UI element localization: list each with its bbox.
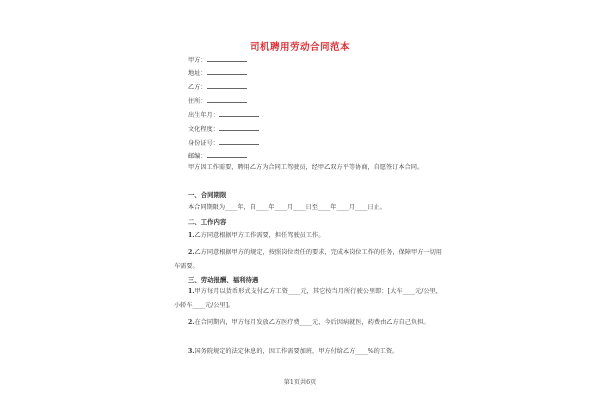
item-number: 2. — [188, 319, 195, 326]
field-label: 邮编： — [188, 153, 207, 160]
field-blank-line — [207, 82, 247, 89]
field-label: 身份证号： — [188, 140, 219, 147]
field-label: 乙方： — [188, 84, 207, 91]
field-label: 文化程度： — [188, 126, 219, 133]
document-title: 司机聘用劳动合同范本 — [249, 42, 350, 53]
item-text: 乙方同意根据甲方的规定，按照岗位责任的要求，完成本岗位工作的任务，保障甲方一切用车需要。 — [174, 249, 442, 270]
item-number: 3. — [188, 348, 195, 355]
field-label: 出生年月： — [188, 112, 219, 119]
section-heading-work: 二、工作内容 — [188, 218, 227, 226]
section-heading-pay: 三、劳动报酬、福利待遇 — [188, 276, 259, 284]
field-label: 地址： — [188, 70, 207, 77]
item-number: 1. — [188, 232, 195, 239]
field-blank-line — [207, 55, 247, 62]
item-text: 乙方同意根据甲方工作需要，担任驾驶员工作。 — [194, 232, 325, 239]
page-footer: 第1页共6页 — [283, 379, 317, 386]
item-number: 1. — [188, 288, 195, 295]
item-number: 2. — [188, 249, 195, 256]
id-number-field — [188, 138, 259, 148]
field-blank-line — [207, 96, 247, 103]
field-label: 甲方： — [188, 57, 207, 64]
item-text: 国务院规定的法定休息的，因工作需要加班，甲方付给乙方____%的工资。 — [194, 348, 399, 355]
address-field — [188, 68, 247, 78]
party-b-field — [188, 82, 247, 92]
education-field — [188, 124, 259, 134]
pay-item-3 — [174, 345, 442, 359]
field-blank-line — [207, 68, 247, 75]
field-blank-line — [219, 124, 259, 131]
field-blank-line — [219, 110, 259, 117]
birth-date-field — [188, 110, 259, 120]
intro-paragraph: 甲方因工作需要，聘用乙方为合同工驾驶员，经甲乙双方平等协商，自愿签订本合同。 — [188, 164, 424, 171]
field-blank-line — [219, 138, 259, 145]
term-paragraph: 本合同期限为____年，自____年____月____日至____年____月____日止。 — [188, 204, 386, 211]
section-heading-term: 一、合同期限 — [188, 191, 227, 199]
pay-item-1 — [174, 285, 442, 312]
item-text: 甲方每月以货币形式支付乙方工资____元，其它按当月所行驶公里即：[大车____元/公里，小轿车____元/公里]。 — [174, 288, 442, 309]
postcode-field — [188, 151, 247, 161]
work-item-2 — [174, 246, 442, 273]
item-text: 在合同期内，甲方每月发放乙方医疗费____元，今后因病就医，药费由乙方自己负担。 — [194, 319, 430, 326]
pay-item-2 — [174, 316, 442, 330]
work-item-1 — [174, 229, 442, 243]
field-blank-line — [207, 151, 247, 158]
field-label: 住所： — [188, 98, 207, 105]
party-a-field — [188, 55, 247, 65]
residence-field — [188, 96, 247, 106]
